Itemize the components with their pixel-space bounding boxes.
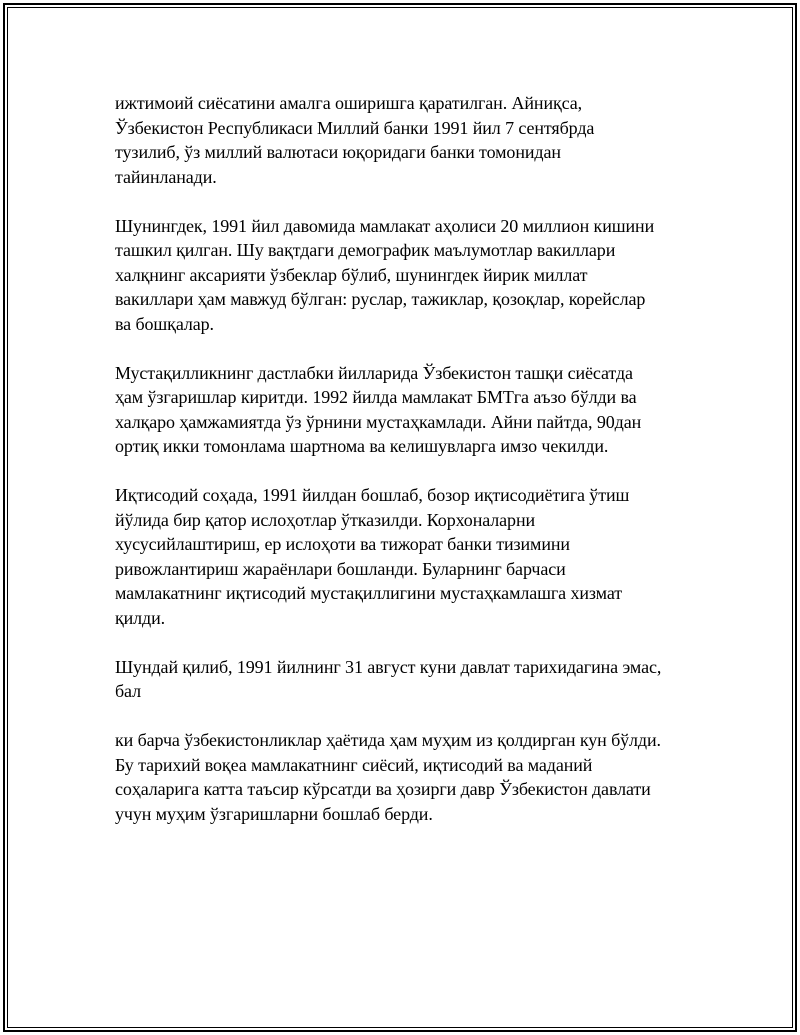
text-line: Иқтисодий соҳада, 1991 йилдан бошлаб, бозор иқтисодиётига ўтиш xyxy=(115,485,630,505)
text-line: ҳам ўзгаришлар киритди. 1992 йилда мамлакат БМТга аъзо бўлди ва xyxy=(115,387,637,407)
text-line: Мустақилликнинг дастлабки йилларида Ўзбекистон ташқи сиёсатда xyxy=(115,362,633,383)
text-line: бал xyxy=(115,681,141,701)
text-line: тузилиб, ўз миллий валютаси юқоридаги банки томонидан xyxy=(115,142,561,162)
text-line: халқнинг аксарияти ўзбеклар бўлиб, шунингдек йирик миллат xyxy=(115,264,588,285)
text-line: соҳаларига катта таъсир кўрсатди ва ҳозирги давр Ўзбекистон давлати xyxy=(115,779,651,799)
paragraph-6 xyxy=(115,728,695,826)
text-line: ижтимоий сиёсатини амалга оширишга қаратилган. Айниқса, xyxy=(115,93,583,113)
paragraph-3 xyxy=(115,361,695,459)
text-line: йўлида бир қатор ислоҳотлар ўтказилди. Корхоналарни xyxy=(115,509,536,530)
text-line: ва бошқалар. xyxy=(115,313,214,334)
paragraph-2 xyxy=(115,214,695,337)
text-line: халқаро ҳамжамиятда ўз ўрнини мустаҳкамлади. Айни пайтда, 90дан xyxy=(115,411,642,432)
paragraph-1 xyxy=(115,91,695,189)
text-line: Бу тарихий воқеа мамлакатнинг сиёсий, иқтисодий ва маданий xyxy=(115,754,593,775)
text-line: учун муҳим ўзгаришларни бошлаб берди. xyxy=(115,803,433,824)
text-line: ки барча ўзбекистонликлар ҳаётида ҳам муҳим из қолдирган кун бўлди. xyxy=(115,730,661,750)
paragraph-4 xyxy=(115,483,695,630)
text-line: тайинланади. xyxy=(115,166,217,187)
text-line: вакиллари ҳам мавжуд бўлган: руслар, тажиклар, қозоқлар, корейслар xyxy=(115,289,646,309)
text-line: Шунингдек, 1991 йил давомида мамлакат аҳолиси 20 миллион кишини xyxy=(115,215,655,236)
paragraph-5 xyxy=(115,655,695,704)
text-line: қилди. xyxy=(115,607,166,628)
text-line: ташкил қилган. Шу вақтдаги демографик маълумотлар вакиллари xyxy=(115,240,616,260)
text-line: ривожлантириш жараёнлари бошланди. Буларнинг барчаси xyxy=(115,558,566,579)
text-line: ортиқ икки томонлама шартнома ва келишувларга имзо чекилди. xyxy=(115,436,609,456)
text-line: мамлакатнинг иқтисодий мустақиллигини мустаҳкамлашга хизмат xyxy=(115,583,623,603)
document-body xyxy=(115,91,695,851)
text-line: хусусийлаштириш, ер ислоҳоти ва тижорат банки тизимини xyxy=(115,534,570,554)
text-line: Шундай қилиб, 1991 йилнинг 31 август куни давлат тарихидагина эмас, xyxy=(115,656,662,677)
text-line: Ўзбекистон Республикаси Миллий банки 1991 йил 7 сентябрда xyxy=(115,117,595,138)
